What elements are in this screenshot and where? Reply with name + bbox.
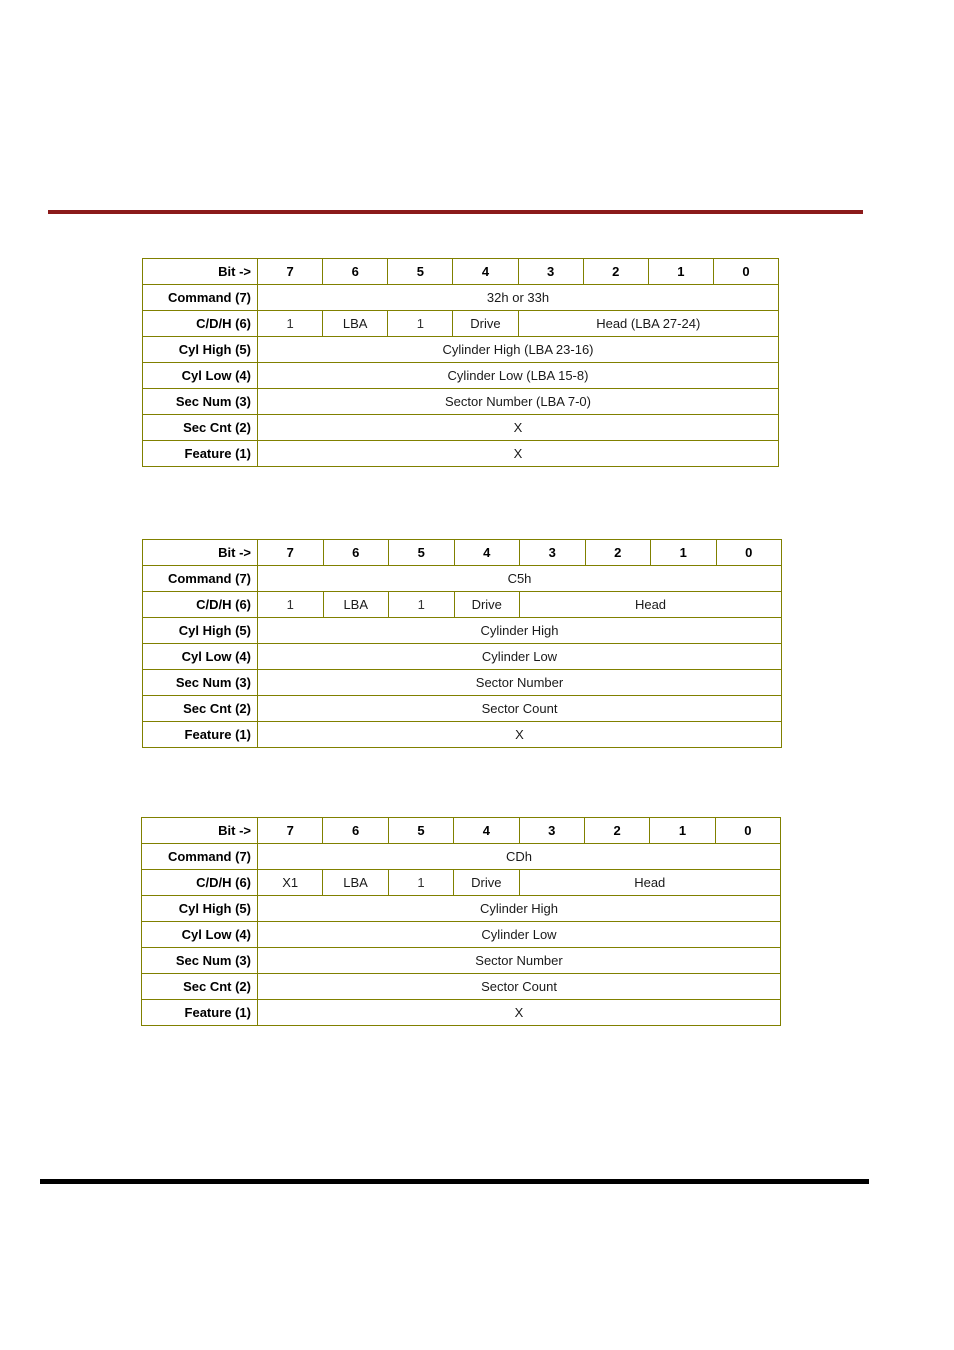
row-label: Sec Cnt (2): [143, 696, 258, 722]
row-value: Sector Number (LBA 7-0): [258, 389, 779, 415]
bit-1: 1: [648, 259, 713, 285]
row-value: X: [258, 441, 779, 467]
command-value: CDh: [258, 844, 781, 870]
register-table-c5h: [142, 539, 782, 748]
cdh-bit-6: LBA: [323, 592, 389, 618]
register-row: [143, 441, 779, 467]
bit-2: 2: [585, 540, 651, 566]
row-label: Sec Cnt (2): [143, 415, 258, 441]
row-value: Sector Number: [258, 948, 781, 974]
bit-header-row: [142, 818, 781, 844]
row-value: Cylinder High (LBA 23-16): [258, 337, 779, 363]
command-row: [142, 844, 781, 870]
bit-0: 0: [713, 259, 778, 285]
command-value: C5h: [258, 566, 782, 592]
bit-header-row: [143, 259, 779, 285]
cdh-row: [142, 870, 781, 896]
bit-2: 2: [583, 259, 648, 285]
cdh-head: Head: [520, 592, 782, 618]
bit-0: 0: [716, 540, 782, 566]
cdh-bit-7: X1: [258, 870, 323, 896]
bit-2: 2: [584, 818, 649, 844]
command-row: [143, 566, 782, 592]
register-row: [143, 696, 782, 722]
register-table-cdh: [141, 817, 781, 1026]
bit-5: 5: [388, 259, 453, 285]
bit-3: 3: [520, 540, 586, 566]
row-label: C/D/H (6): [143, 592, 258, 618]
bit-6: 6: [323, 818, 388, 844]
register-row: [143, 389, 779, 415]
row-label: C/D/H (6): [142, 870, 258, 896]
row-value: Cylinder Low (LBA 15-8): [258, 363, 779, 389]
bit-1: 1: [651, 540, 717, 566]
register-row: [143, 670, 782, 696]
cdh-bit-5: 1: [389, 592, 455, 618]
row-value: X: [258, 1000, 781, 1026]
row-label: Sec Num (3): [143, 389, 258, 415]
row-value: Cylinder High: [258, 896, 781, 922]
row-label: Sec Num (3): [143, 670, 258, 696]
cdh-bit-6: LBA: [323, 311, 388, 337]
row-label: Cyl Low (4): [142, 922, 258, 948]
cdh-head: Head (LBA 27-24): [518, 311, 779, 337]
cdh-bit-5: 1: [388, 311, 453, 337]
bit-4: 4: [454, 540, 520, 566]
register-row: [143, 415, 779, 441]
row-value: Sector Count: [258, 696, 782, 722]
register-row: [143, 337, 779, 363]
register-row: [143, 722, 782, 748]
row-label: Feature (1): [143, 722, 258, 748]
register-row: [142, 922, 781, 948]
row-value: Cylinder High: [258, 618, 782, 644]
row-label: C/D/H (6): [143, 311, 258, 337]
row-label: Cyl Low (4): [143, 644, 258, 670]
row-value: X: [258, 722, 782, 748]
row-label: Feature (1): [143, 441, 258, 467]
row-value: Sector Number: [258, 670, 782, 696]
bit-5: 5: [389, 540, 455, 566]
register-row: [143, 644, 782, 670]
row-value: Cylinder Low: [258, 922, 781, 948]
cdh-row: [143, 311, 779, 337]
register-row: [143, 363, 779, 389]
register-table-read: [142, 258, 779, 467]
bit-3: 3: [519, 818, 584, 844]
row-label: Cyl High (5): [142, 896, 258, 922]
cdh-row: [143, 592, 782, 618]
row-value: Cylinder Low: [258, 644, 782, 670]
row-value: X: [258, 415, 779, 441]
row-label: Sec Num (3): [142, 948, 258, 974]
bit-header-label: Bit ->: [142, 818, 258, 844]
row-value: Sector Count: [258, 974, 781, 1000]
cdh-bit-4: Drive: [454, 592, 520, 618]
bit-5: 5: [388, 818, 453, 844]
register-row: [143, 618, 782, 644]
bit-1: 1: [650, 818, 715, 844]
row-label: Cyl High (5): [143, 618, 258, 644]
bit-4: 4: [453, 259, 518, 285]
cdh-head: Head: [519, 870, 781, 896]
bit-7: 7: [258, 540, 324, 566]
register-row: [142, 1000, 781, 1026]
row-label: Feature (1): [142, 1000, 258, 1026]
register-row: [142, 896, 781, 922]
cdh-bit-6: LBA: [323, 870, 388, 896]
footer-rule: [40, 1179, 869, 1184]
row-label: Sec Cnt (2): [142, 974, 258, 1000]
command-value: 32h or 33h: [258, 285, 779, 311]
bit-header-label: Bit ->: [143, 540, 258, 566]
command-row: [143, 285, 779, 311]
bit-6: 6: [323, 259, 388, 285]
bit-4: 4: [454, 818, 519, 844]
cdh-bit-7: 1: [258, 592, 324, 618]
register-row: [142, 948, 781, 974]
bit-3: 3: [518, 259, 583, 285]
bit-header-row: [143, 540, 782, 566]
cdh-bit-4: Drive: [453, 311, 518, 337]
row-label: Cyl High (5): [143, 337, 258, 363]
row-label: Command (7): [143, 566, 258, 592]
register-row: [142, 974, 781, 1000]
row-label: Command (7): [142, 844, 258, 870]
bit-header-label: Bit ->: [143, 259, 258, 285]
cdh-bit-4: Drive: [454, 870, 519, 896]
cdh-bit-5: 1: [388, 870, 453, 896]
bit-0: 0: [715, 818, 780, 844]
bit-6: 6: [323, 540, 389, 566]
bit-7: 7: [258, 259, 323, 285]
row-label: Cyl Low (4): [143, 363, 258, 389]
cdh-bit-7: 1: [258, 311, 323, 337]
bit-7: 7: [258, 818, 323, 844]
row-label: Command (7): [143, 285, 258, 311]
header-rule: [48, 210, 863, 214]
